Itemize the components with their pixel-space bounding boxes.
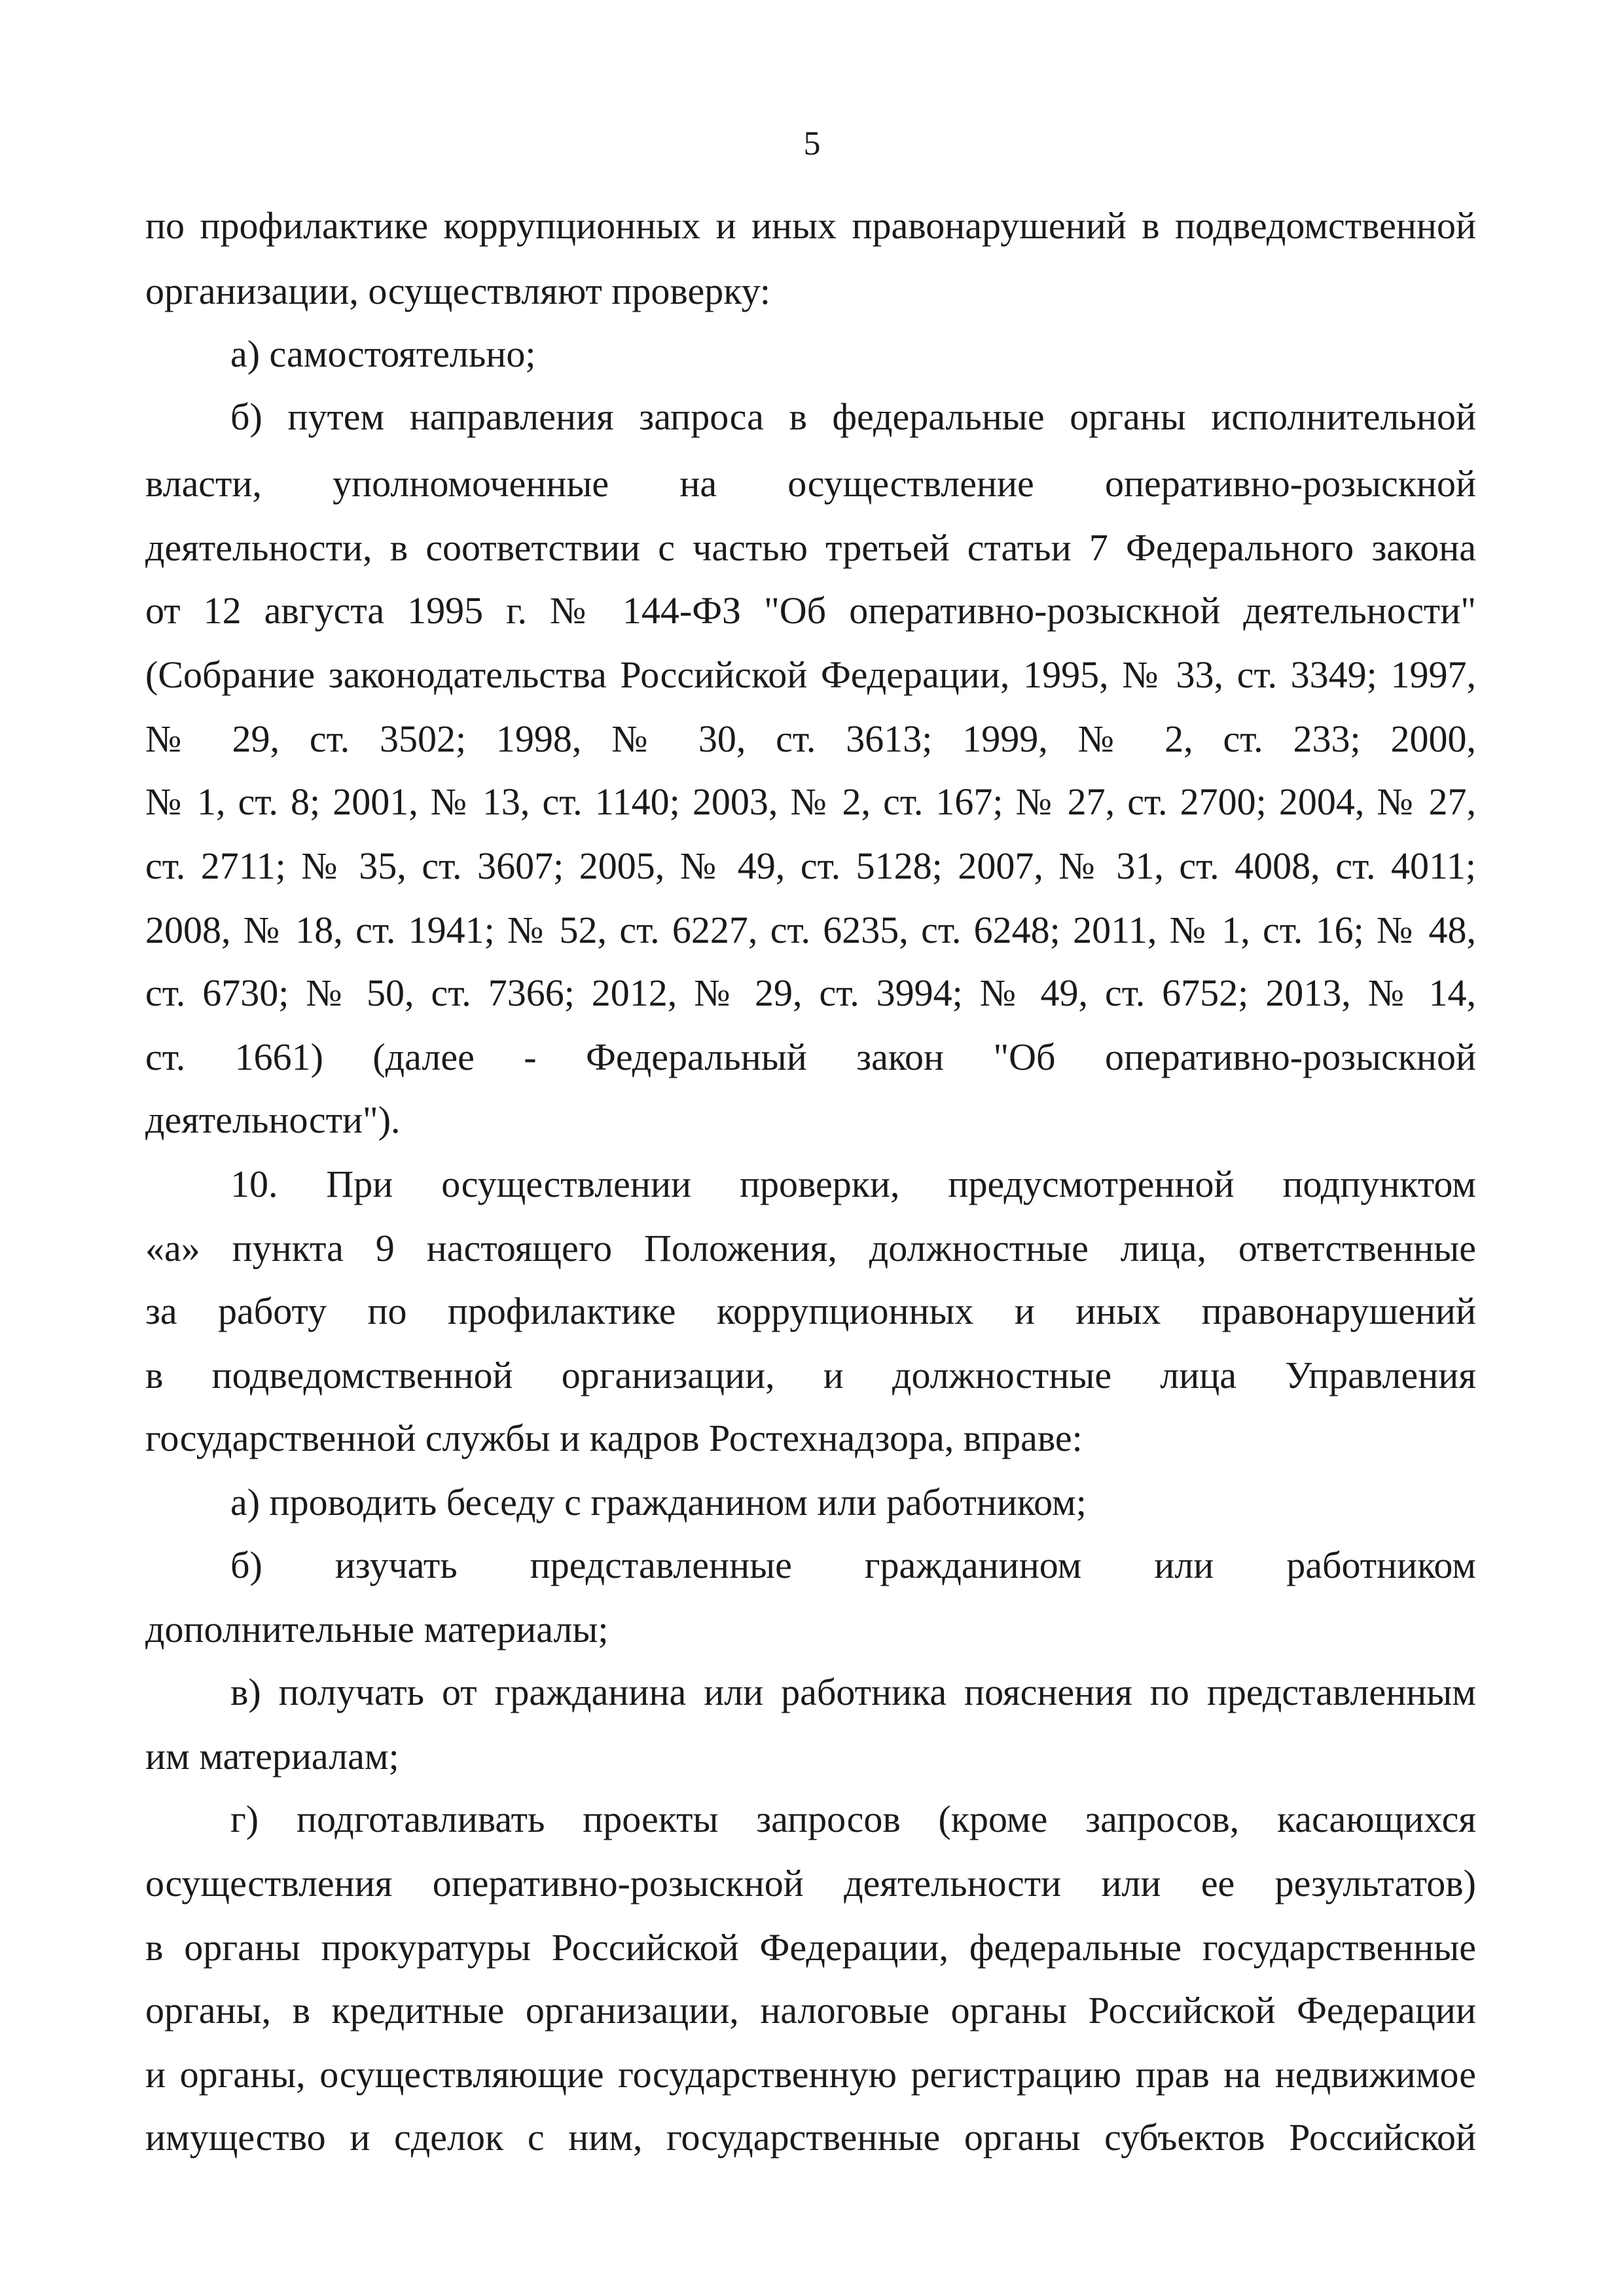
text-line: дополнительные материалы; [145, 1608, 609, 1650]
text-line: 2008, № 18, ст. 1941; № 52, ст. 6227, ст. 6235, ст. 6248; 2011, № 1, ст. 16; № 48, [145, 909, 1476, 951]
text-line: б) путем направления запроса в федеральные органы исполнительной [230, 395, 1476, 438]
text-line: им материалам; [145, 1735, 399, 1777]
text-line: от 12 августа 1995 г. № 144-ФЗ "Об оперативно-розыскной деятельности" [145, 589, 1476, 632]
text-line: № 29, ст. 3502; 1998, № 30, ст. 3613; 1999, № 2, ст. 233; 2000, [145, 718, 1476, 760]
text-line: и органы, осуществляющие государственную регистрацию прав на недвижимое [145, 2053, 1476, 2096]
text-line: в органы прокуратуры Российской Федерации, федеральные государственные [145, 1926, 1476, 1969]
text-line: г) подготавливать проекты запросов (кроме запросов, касающихся [230, 1798, 1476, 1840]
text-line: 10. При осуществлении проверки, предусмотренной подпунктом [230, 1163, 1476, 1205]
text-line: ст. 2711; № 35, ст. 3607; 2005, № 49, ст. 5128; 2007, № 31, ст. 4008, ст. 4011; [145, 845, 1476, 887]
text-line: а) самостоятельно; [230, 333, 536, 375]
text-line: ст. 1661) (далее - Федеральный закон "Об оперативно-розыскной [145, 1036, 1476, 1078]
text-line: б) изучать представленные гражданином или работником [230, 1544, 1476, 1586]
text-line: в подведомственной организации, и должностные лица Управления [145, 1354, 1476, 1396]
text-line: в) получать от гражданина или работника пояснения по представленным [230, 1671, 1476, 1713]
text-line: ст. 6730; № 50, ст. 7366; 2012, № 29, ст. 3994; № 49, ст. 6752; 2013, № 14, [145, 972, 1476, 1014]
text-line: «а» пункта 9 настоящего Положения, должностные лица, ответственные [145, 1227, 1476, 1269]
text-line: за работу по профилактике коррупционных и иных правонарушений [145, 1290, 1476, 1332]
text-line: государственной службы и кадров Ростехнадзора, вправе: [145, 1417, 1083, 1459]
text-line: деятельности"). [145, 1099, 401, 1141]
text-line: деятельности, в соответствии с частью третьей статьи 7 Федерального закона [145, 526, 1476, 569]
text-line: а) проводить беседу с гражданином или работником; [230, 1481, 1087, 1523]
text-line: осуществления оперативно-розыскной деятельности или ее результатов) [145, 1862, 1476, 1904]
text-line: имущество и сделок с ним, государственные органы субъектов Российской [145, 2116, 1476, 2159]
text-line: власти, уполномоченные на осуществление оперативно-розыскной [145, 462, 1476, 505]
page-number: 5 [803, 125, 821, 162]
text-line: органы, в кредитные организации, налоговые органы Российской Федерации [145, 1989, 1476, 2032]
text-line: по профилактике коррупционных и иных правонарушений в подведомственной [145, 204, 1476, 247]
text-line: (Собрание законодательства Российской Федерации, 1995, № 33, ст. 3349; 1997, [145, 653, 1476, 696]
text-line: № 1, ст. 8; 2001, № 13, ст. 1140; 2003, № 2, ст. 167; № 27, ст. 2700; 2004, № 27, [145, 780, 1476, 823]
text-line: организации, осуществляют проверку: [145, 270, 770, 312]
